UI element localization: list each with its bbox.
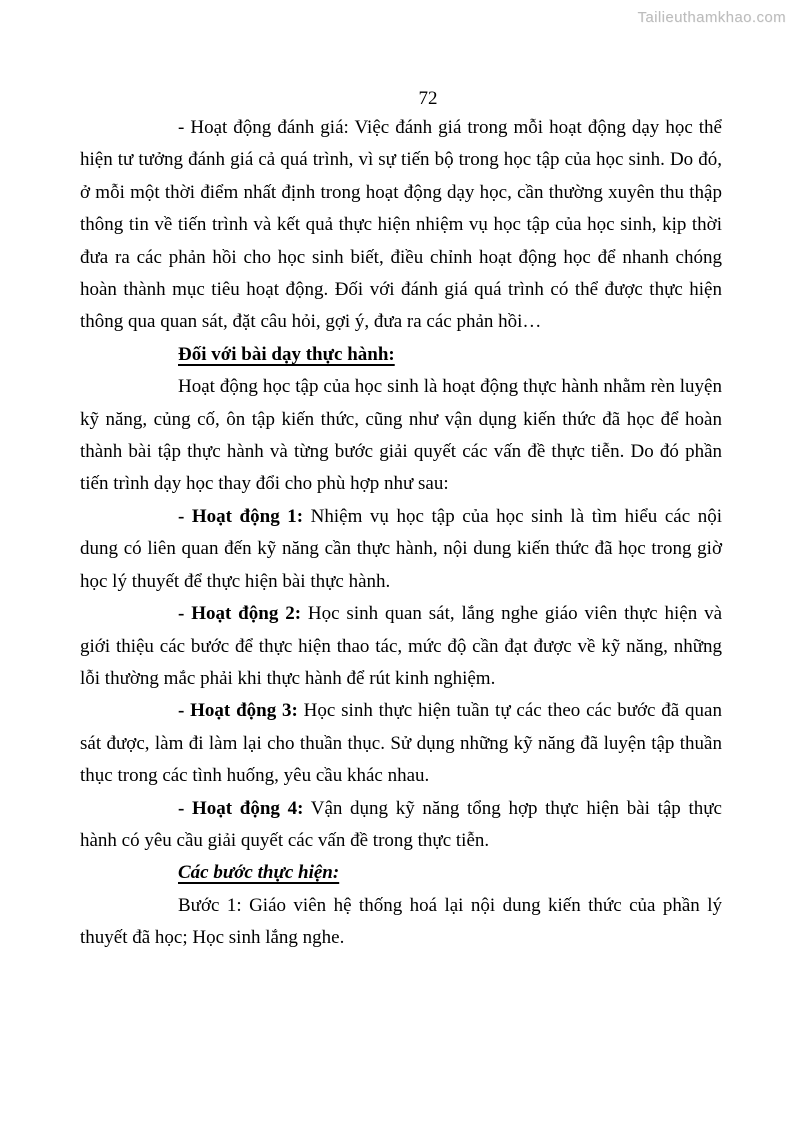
activity-1-text: Nhiệm vụ học tập của học sinh là tìm hiểu các nội dung có liên quan đến kỹ năng cần thực hành, nội dung kiến thức đã học trong giờ học lý thuyết để thực hiện bài thực hành. [80, 505, 722, 592]
paragraph-practice-intro: Hoạt động học tập của học sinh là hoạt động thực hành nhằm rèn luyện kỹ năng, củng cố, ôn tập kiến thức, cũng như vận dụng kiến thức đã học để hoàn thành bài tập thực hành và từng bước giải quyết các vấn đề thực tiễn. Do đó phần tiến trình dạy học thay đổi cho phù hợp như sau: [80, 376, 722, 495]
paragraph-activity-3 [80, 695, 722, 792]
activity-3-label: - Hoạt động 3: [178, 700, 298, 722]
paragraph-activity-4 [80, 793, 722, 858]
activity-4-text: Vận dụng kỹ năng tổng hợp thực hiện bài tập thực hành có yêu cầu giải quyết các vấn đề trong thực tiễn. [80, 797, 722, 851]
activity-4-label: - Hoạt động 4: [178, 797, 304, 819]
watermark-text: Tailieuthamkhao.com [637, 9, 786, 26]
paragraph-evaluation: - Hoạt động đánh giá: Việc đánh giá trong mỗi hoạt động dạy học thể hiện tư tưởng đánh giá cả quá trình, vì sự tiến bộ trong học tập của học sinh. Do đó, ở mỗi một thời điểm nhất định trong hoạt động dạy học, cần thường xuyên thu thập thông tin về tiến trình và kết quả thực hiện nhiệm vụ học tập của học sinh, kịp thời đưa ra các phản hồi cho học sinh biết, điều chỉnh hoạt động học để nhanh chóng hoàn thành mục tiêu hoạt động. Đối với đánh giá quá trình có thể được thực hiện thông qua quan sát, đặt câu hỏi, gợi ý, đưa ra các phản hồi… [80, 117, 722, 333]
page-content [80, 112, 722, 955]
page-number: 72 [418, 88, 438, 109]
paragraph-activity-1 [80, 501, 722, 598]
heading-practice-lesson [80, 339, 722, 371]
heading-practice-lesson-text: Đối với bài dạy thực hành: [178, 343, 395, 365]
activity-2-text: Học sinh quan sát, lắng nghe giáo viên thực hiện và giới thiệu các bước để thực hiện thao tác, mức độ cần đạt được về kỹ năng, những lỗi thường mắc phải khi thực hành để rút kinh nghiệm. [80, 603, 722, 689]
heading-steps-text: Các bước thực hiện: [178, 862, 340, 884]
activity-3-text: Học sinh thực hiện tuần tự các theo các bước đã quan sát được, làm đi làm lại cho thuần thục. Sử dụng những kỹ năng đã luyện tập thuần thục trong các tình huống, yêu cầu khác nhau. [80, 700, 722, 787]
activity-1-label: - Hoạt động 1: [178, 505, 304, 527]
heading-steps [80, 857, 722, 889]
paragraph-activity-2 [80, 598, 722, 695]
paragraph-step-1: Bước 1: Giáo viên hệ thống hoá lại nội dung kiến thức của phần lý thuyết đã học; Học sinh lắng nghe. [80, 894, 722, 949]
activity-2-label: - Hoạt động 2: [178, 603, 302, 625]
